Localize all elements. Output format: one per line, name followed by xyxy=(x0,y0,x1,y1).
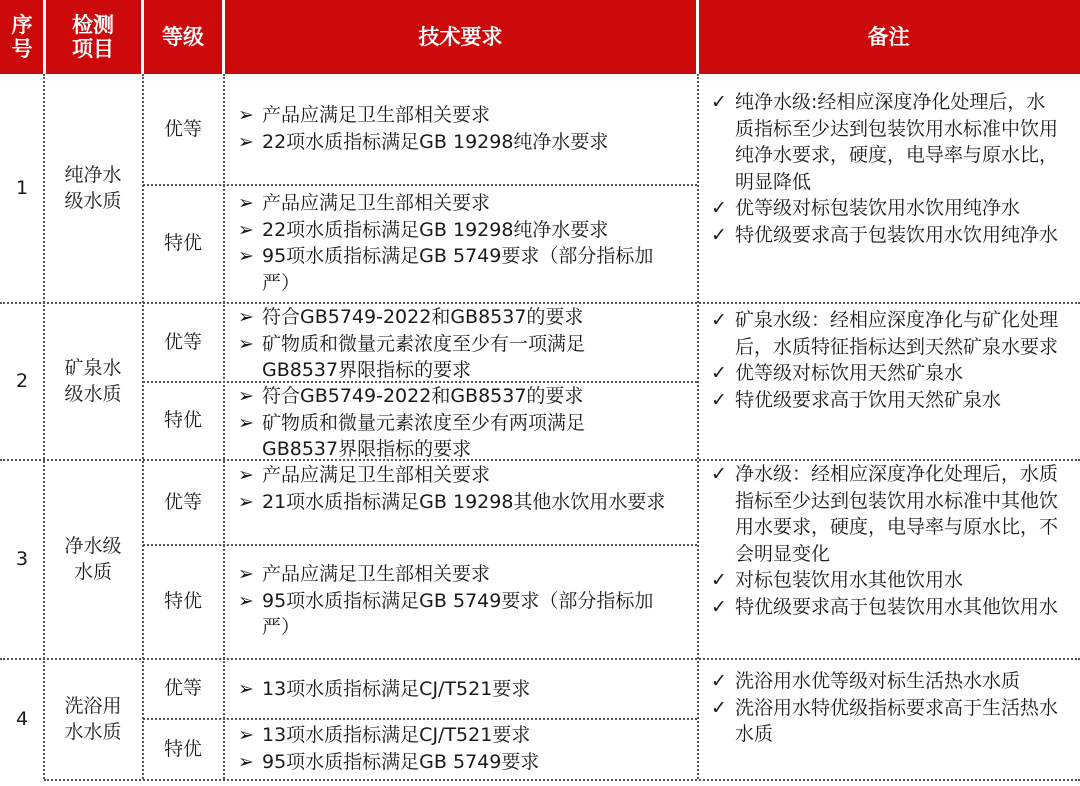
requirement-item xyxy=(232,383,642,410)
bullet-icon: ➢ xyxy=(238,192,254,214)
bullet-icon: ➢ xyxy=(238,104,254,126)
row-grade xyxy=(143,459,223,544)
bullet-icon: ➢ xyxy=(238,385,254,407)
row-item xyxy=(44,459,142,658)
column-divider xyxy=(697,74,699,779)
header-requirements-text: 技术要求 xyxy=(418,25,503,49)
requirement-item xyxy=(232,676,672,703)
header-grade-text: 等级 xyxy=(162,25,204,49)
header-notes xyxy=(697,0,1080,74)
requirements-list xyxy=(232,722,672,775)
row-seq xyxy=(0,658,44,779)
requirements-list xyxy=(232,190,672,296)
requirement-text: 产品应满足卫生部相关要求 xyxy=(262,192,491,214)
row-grade-text: 特优 xyxy=(163,737,202,760)
requirement-item xyxy=(232,588,672,641)
requirement-item xyxy=(232,129,672,156)
row-item-text: 洗浴用水水质 xyxy=(64,694,122,743)
header-separator xyxy=(696,0,699,74)
bullet-icon: ➢ xyxy=(238,678,254,700)
note-item xyxy=(705,387,1063,414)
check-icon: ✓ xyxy=(711,197,727,219)
requirement-item xyxy=(232,462,682,489)
requirement-text: 符合GB5749-2022和GB8537的要求 xyxy=(262,306,584,328)
requirement-item xyxy=(232,102,672,129)
row-item-text: 矿泉水级水质 xyxy=(64,356,122,405)
header-item-text: 检测项目 xyxy=(72,13,114,61)
row-item xyxy=(44,74,142,302)
note-item xyxy=(705,195,1063,222)
requirements-list xyxy=(232,383,642,463)
header-separator xyxy=(43,0,46,74)
requirement-text: 21项水质指标满足GB 19298其他水饮用水要求 xyxy=(262,490,666,513)
row-grade xyxy=(143,544,223,658)
requirements-list xyxy=(232,462,682,515)
note-text: 洗浴用水优等级对标生活热水水质 xyxy=(735,670,1021,692)
requirement-item xyxy=(232,331,642,384)
bullet-icon: ➢ xyxy=(238,563,254,585)
row-item xyxy=(44,658,142,779)
notes-list xyxy=(705,307,1063,413)
note-text: 特优级要求高于包装饮用水饮用纯净水 xyxy=(735,223,1059,246)
requirement-text: 22项水质指标满足GB 19298纯净水要求 xyxy=(262,130,609,153)
check-icon: ✓ xyxy=(711,388,727,411)
requirement-item xyxy=(232,243,672,296)
row-grade-text: 优等 xyxy=(163,118,202,140)
requirement-item xyxy=(232,304,642,331)
requirement-text: 符合GB5749-2022和GB8537的要求 xyxy=(262,385,584,407)
note-item xyxy=(705,567,1063,594)
subrow-divider xyxy=(143,184,697,186)
requirement-item xyxy=(232,489,682,516)
bullet-icon: ➢ xyxy=(238,130,254,153)
note-text: 优等级对标包装饮用水饮用纯净水 xyxy=(735,197,1021,219)
requirement-text: 产品应满足卫生部相关要求 xyxy=(262,104,491,126)
header-item xyxy=(44,0,142,74)
note-item xyxy=(705,668,1063,695)
requirement-item xyxy=(232,410,642,463)
bullet-icon: ➢ xyxy=(238,750,254,773)
row-grade xyxy=(143,184,223,302)
requirement-text: 95项水质指标满足GB 5749要求 xyxy=(262,750,540,773)
bullet-icon: ➢ xyxy=(238,245,254,267)
requirements-list xyxy=(232,561,672,641)
header-notes-text: 备注 xyxy=(867,25,910,49)
column-divider xyxy=(223,74,225,779)
requirement-text: 95项水质指标满足GB 5749要求（部分指标加严） xyxy=(262,589,654,638)
requirements-list xyxy=(232,676,672,703)
check-icon: ✓ xyxy=(711,595,727,618)
requirement-item xyxy=(232,561,672,588)
requirement-item xyxy=(232,722,672,749)
check-icon: ✓ xyxy=(711,309,727,331)
note-item xyxy=(705,360,1063,387)
check-icon: ✓ xyxy=(711,569,727,591)
row-seq-text: 3 xyxy=(15,547,29,570)
requirement-text: 13项水质指标满足CJ/T521要求 xyxy=(262,724,531,746)
check-icon: ✓ xyxy=(711,463,727,485)
requirement-text: 产品应满足卫生部相关要求 xyxy=(262,563,491,585)
bullet-icon: ➢ xyxy=(238,589,254,612)
requirement-text: 95项水质指标满足GB 5749要求（部分指标加严） xyxy=(262,245,654,294)
row-seq xyxy=(0,302,44,459)
row-grade-text: 特优 xyxy=(163,409,202,431)
check-icon: ✓ xyxy=(711,223,727,246)
check-icon: ✓ xyxy=(711,362,727,384)
header-requirements xyxy=(224,0,697,74)
bullet-icon: ➢ xyxy=(238,724,254,746)
note-item xyxy=(705,89,1063,195)
note-text: 矿泉水级：经相应深度净化与矿化处理后，水质特征指标达到天然矿泉水要求 xyxy=(735,309,1059,358)
bullet-icon: ➢ xyxy=(238,332,254,355)
requirements-list xyxy=(232,102,672,155)
note-item xyxy=(705,222,1063,249)
note-text: 优等级对标饮用天然矿泉水 xyxy=(735,362,964,384)
header-seq xyxy=(0,0,44,74)
notes-list xyxy=(705,668,1063,748)
note-text: 纯净水级:经相应深度净化处理后，水质指标至少达到包装饮用水标准中饮用纯净水要求，硬度，电导率与原水比，明显降低 xyxy=(735,91,1059,193)
requirements-list xyxy=(232,304,642,384)
note-text: 对标包装饮用水其他饮用水 xyxy=(735,569,964,591)
requirement-text: 产品应满足卫生部相关要求 xyxy=(262,464,491,486)
notes-list xyxy=(705,89,1063,248)
bullet-icon: ➢ xyxy=(238,306,254,328)
notes-list xyxy=(705,461,1063,620)
note-item xyxy=(705,594,1063,621)
bullet-icon: ➢ xyxy=(238,464,254,486)
row-grade-text: 特优 xyxy=(163,590,202,612)
note-text: 净水级：经相应深度净化处理后，水质指标至少达到包装饮用水标准中其他饮用水要求，硬度，电导率与原水比，不会明显变化 xyxy=(735,463,1059,565)
bullet-icon: ➢ xyxy=(238,490,254,513)
requirement-text: 13项水质指标满足CJ/T521要求 xyxy=(262,678,531,700)
subrow-divider xyxy=(143,718,697,720)
row-item-text: 净水级水质 xyxy=(64,534,122,583)
header-seq-text: 序号 xyxy=(11,13,33,61)
row-grade xyxy=(143,302,223,381)
requirement-item xyxy=(232,217,672,244)
row-item xyxy=(44,302,142,459)
requirement-text: 22项水质指标满足GB 19298纯净水要求 xyxy=(262,218,609,241)
row-seq-text: 2 xyxy=(15,369,29,392)
row-item-text: 纯净水级水质 xyxy=(64,164,122,212)
subrow-divider xyxy=(143,544,697,546)
requirement-item xyxy=(232,190,672,217)
row-seq xyxy=(0,74,44,302)
check-icon: ✓ xyxy=(711,670,727,692)
header-separator xyxy=(222,0,225,74)
row-seq-text: 1 xyxy=(15,177,29,199)
row-grade xyxy=(143,718,223,779)
header-grade xyxy=(142,0,224,74)
row-divider xyxy=(44,779,1080,781)
requirement-text: 矿物质和微量元素浓度至少有两项满足GB8537界限指标的要求 xyxy=(262,411,586,460)
requirement-text: 矿物质和微量元素浓度至少有一项满足GB8537界限指标的要求 xyxy=(262,332,586,381)
header-separator xyxy=(141,0,144,74)
note-text: 特优级要求高于包装饮用水其他饮用水 xyxy=(735,595,1059,618)
row-seq-text: 4 xyxy=(15,707,29,730)
row-grade xyxy=(143,658,223,718)
row-grade xyxy=(143,74,223,184)
check-icon: ✓ xyxy=(711,696,727,719)
note-text: 特优级要求高于饮用天然矿泉水 xyxy=(735,388,1002,411)
note-text: 洗浴用水特优级指标要求高于生活热水水质 xyxy=(735,696,1059,745)
note-item xyxy=(705,307,1063,360)
row-grade-text: 特优 xyxy=(163,232,202,254)
note-item xyxy=(705,461,1063,567)
row-grade-text: 优等 xyxy=(163,677,202,699)
row-seq xyxy=(0,459,44,658)
row-grade xyxy=(143,381,223,459)
note-item xyxy=(705,695,1063,748)
check-icon: ✓ xyxy=(711,91,727,113)
row-grade-text: 优等 xyxy=(163,330,202,353)
bullet-icon: ➢ xyxy=(238,218,254,241)
row-grade-text: 优等 xyxy=(163,490,202,513)
requirement-item xyxy=(232,749,672,776)
bullet-icon: ➢ xyxy=(238,411,254,434)
